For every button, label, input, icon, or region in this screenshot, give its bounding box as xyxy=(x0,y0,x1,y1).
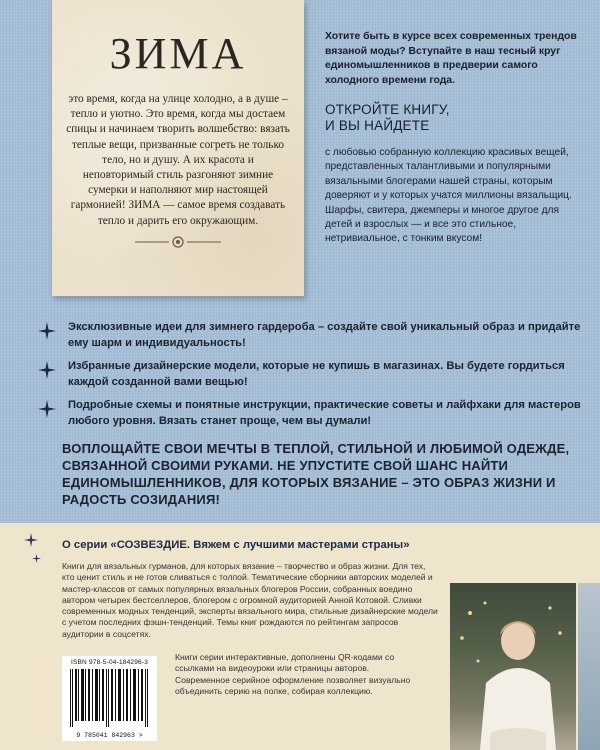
child-photo xyxy=(450,583,576,750)
open-title-line-2: И ВЫ НАЙДЕТЕ xyxy=(325,118,430,133)
zima-card xyxy=(52,0,304,296)
open-book-heading xyxy=(325,102,587,134)
barcode-bars-icon xyxy=(68,669,151,727)
sparkle-small-icon xyxy=(32,554,41,563)
open-book-text: с любовью собранную коллекцию красивых вещей, представленных талантливыми и популярными вязальными блогерами нашей страны, которым доверяют и у которых учатся миллионы вязальщиц. Шарфы, свитера, джемперы и многое другое для детей и взрослых — и все это стильное, нетривиальное, с тонким вкусом! xyxy=(325,147,572,245)
barcode xyxy=(62,656,157,741)
sparkle-icon xyxy=(38,322,56,340)
feature-text: Подробные схемы и понятные инструкции, практические советы и лайфхаки для мастеров любого уровня. Вязать станет проще, чем вы думали! xyxy=(68,399,581,427)
sparkle-icon xyxy=(38,361,56,379)
feature-text: Эксклюзивные идеи для зимнего гардероба – создайте свой уникальный образ и придайте ему шарм и индивидуальность! xyxy=(68,321,581,349)
barcode-digits: 9 785041 842963 > xyxy=(76,732,143,739)
sparkle-icon xyxy=(24,533,38,547)
callout-text: ВОПЛОЩАЙТЕ СВОИ МЕЧТЫ В ТЕПЛОЙ, СТИЛЬНОЙ И ЛЮБИМОЙ ОДЕЖДЕ, СВЯЗАННОЙ СВОИМИ РУКАМИ. НЕ УПУСТИТЕ СВОЙ ШАНС НАЙТИ ЕДИНОМЫШЛЕННИКОВ, ДЛЯ КОТОРЫХ ВЯЗАНИЕ – ЭТО ОБРАЗ ЖИЗНИ И РАДОСТЬ СОЗИДАНИЯ! xyxy=(62,441,570,507)
feature-text: Избранные дизайнерские модели, которые не купишь в магазинах. Вы будете гордиться каждой созданной вами вещью! xyxy=(68,360,565,388)
feature-item xyxy=(38,398,594,429)
isbn-label: ISBN 978-5-04-184296-3 xyxy=(70,659,149,666)
card-text: это время, когда на улице холодно, а в душе – тепло и уютно. Это время, когда мы достаем спицы и начинаем творить волшебство: вязать теплые вещи, призванные согреть не только тело, но и душу. А их красота и неповторимый стиль разгоняют зимние сумерки и наполняют мир настоящей гармонией! ЗИМА — самое время создавать тепло и дарить его окружающим. xyxy=(66,93,290,227)
sparkle-icon xyxy=(38,400,56,418)
open-title-line-1: ОТКРОЙТЕ КНИГУ, xyxy=(325,102,450,117)
series-description: Книги для вязальных гурманов, для которых вязание – творчество и образ жизни. Для тех, кто ценит стиль и не готов сливаться с толпой. Тематические сборники авторских моделей и мастер-классов от самых популярных вязальных блогеров России, собранных воедино автором четырех бестселлеров, блогером с огромной аудиторией Анной Котовой. Сливки современных модных тенденций, эксперты вязального мира, стильные дизайнерские модели с учетом последних фэшн-тенденций. Темы книг рождаются по рейтингам запросов аудитории в соцсетях. xyxy=(62,561,438,639)
feature-item xyxy=(38,320,594,351)
card-title: ЗИМА xyxy=(109,29,247,78)
feature-list xyxy=(38,320,594,437)
series-interactive-note: Книги серии интерактивные, дополнены QR-кодами со ссылками на видеоуроки или страницы авторов. Современное серийное оформление позволяет визуально объединить серию на полке, собирая коллекцию. xyxy=(175,652,411,696)
feature-item xyxy=(38,359,594,390)
series-title: О серии «СОЗВЕЗДИЕ. Вяжем с лучшими мастерами страны» xyxy=(62,539,410,551)
series-band xyxy=(0,523,600,750)
swirl-ornament-icon xyxy=(52,235,304,254)
second-photo xyxy=(578,583,600,750)
intro-text: Хотите быть в курсе всех современных трендов вязаной моды? Вступайте в наш тесный круг единомышленников в предверии самого холодного времени года. xyxy=(325,31,577,86)
right-column xyxy=(325,30,587,247)
